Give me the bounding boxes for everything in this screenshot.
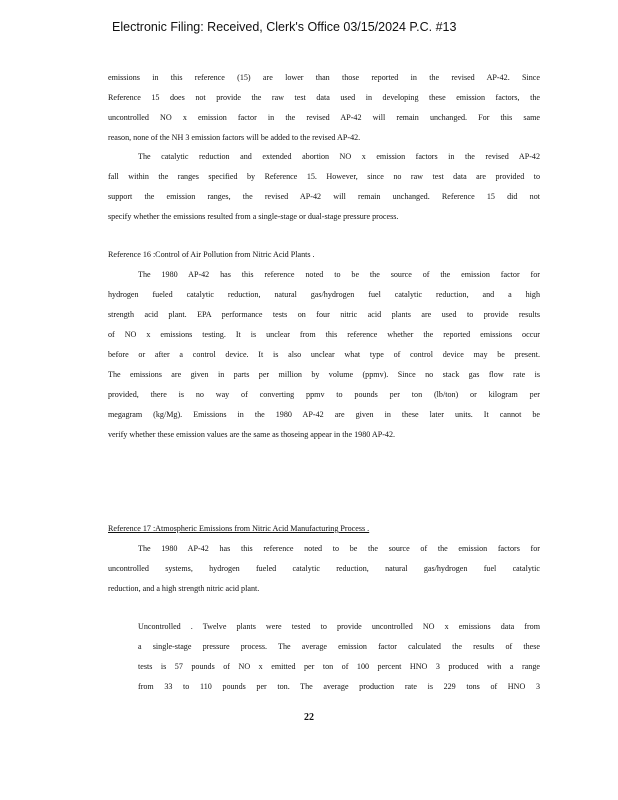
text-line: fall within the ranges specified by Reference 15. However, since no raw test data are provided to bbox=[108, 172, 540, 181]
text-line: The catalytic reduction and extended abortion NO x emission factors in the revised AP-42 bbox=[138, 152, 540, 161]
text-line: The emissions are given in parts per million by volume (ppmv). Since no stack gas flow rate is bbox=[108, 370, 540, 379]
text-line: specify whether the emissions resulted from a single-stage or dual-stage pressure process. bbox=[108, 212, 399, 221]
text-line: verify whether these emission values are the same as thoseing appear in the 1980 AP-42. bbox=[108, 430, 396, 439]
reference-17-heading: Reference 17 :Atmospheric Emissions from Nitric Acid Manufacturing Process . bbox=[108, 524, 370, 533]
text-line: uncontrolled systems, hydrogen fueled catalytic reduction, natural gas/hydrogen fuel catalytic bbox=[108, 564, 540, 573]
reference-16-heading: Reference 16 :Control of Air Pollution from Nitric Acid Plants . bbox=[108, 250, 315, 259]
text-line: emissions in this reference (15) are lower than those reported in the revised AP-42. Since bbox=[108, 73, 540, 82]
text-line: a single-stage pressure process. The average emission factor calculated the results of these bbox=[138, 642, 540, 651]
text-line: strength acid plant. EPA performance tests on four nitric acid plants are used to provide results bbox=[108, 310, 540, 319]
text-line: before or after a control device. It is also unclear what type of control device may be present. bbox=[108, 350, 540, 359]
text-line: uncontrolled NO x emission factor in the revised AP-42 will remain unchanged. For this same bbox=[108, 113, 540, 122]
text-line: The 1980 AP-42 has this reference noted to be the source of the emission factors for bbox=[138, 544, 540, 553]
text-line: Uncontrolled . Twelve plants were tested to provide uncontrolled NO x emissions data from bbox=[138, 622, 540, 631]
text-line: The 1980 AP-42 has this reference noted to be the source of the emission factor for bbox=[138, 270, 540, 279]
text-line: support the emission ranges, the revised AP-42 will remain unchanged. Reference 15 did not bbox=[108, 192, 540, 201]
page-number: 22 bbox=[304, 712, 314, 723]
text-line: reason, none of the NH 3 emission factors will be added to the revised AP-42. bbox=[108, 133, 361, 142]
text-line: hydrogen fueled catalytic reduction, natural gas/hydrogen fuel catalytic reduction, and a high bbox=[108, 290, 540, 299]
text-line: from 33 to 110 pounds per ton. The average production rate is 229 tons of HNO 3 bbox=[138, 682, 540, 691]
text-line: provided, there is no way of converting ppmv to pounds per ton (lb/ton) or kilogram per bbox=[108, 390, 540, 399]
text-line: tests is 57 pounds of NO x emitted per ton of 100 percent HNO 3 produced with a range bbox=[138, 662, 540, 671]
filing-header: Electronic Filing: Received, Clerk's Office 03/15/2024 P.C. #13 bbox=[112, 20, 457, 34]
text-line: Reference 15 does not provide the raw test data used in developing these emission factors, the bbox=[108, 93, 540, 102]
text-line: reduction, and a high strength nitric acid plant. bbox=[108, 584, 260, 593]
text-line: megagram (kg/Mg). Emissions in the 1980 AP-42 are given in these later units. It cannot be bbox=[108, 410, 540, 419]
text-line: of NO x emissions testing. It is unclear from this reference whether the reported emissions occur bbox=[108, 330, 540, 339]
